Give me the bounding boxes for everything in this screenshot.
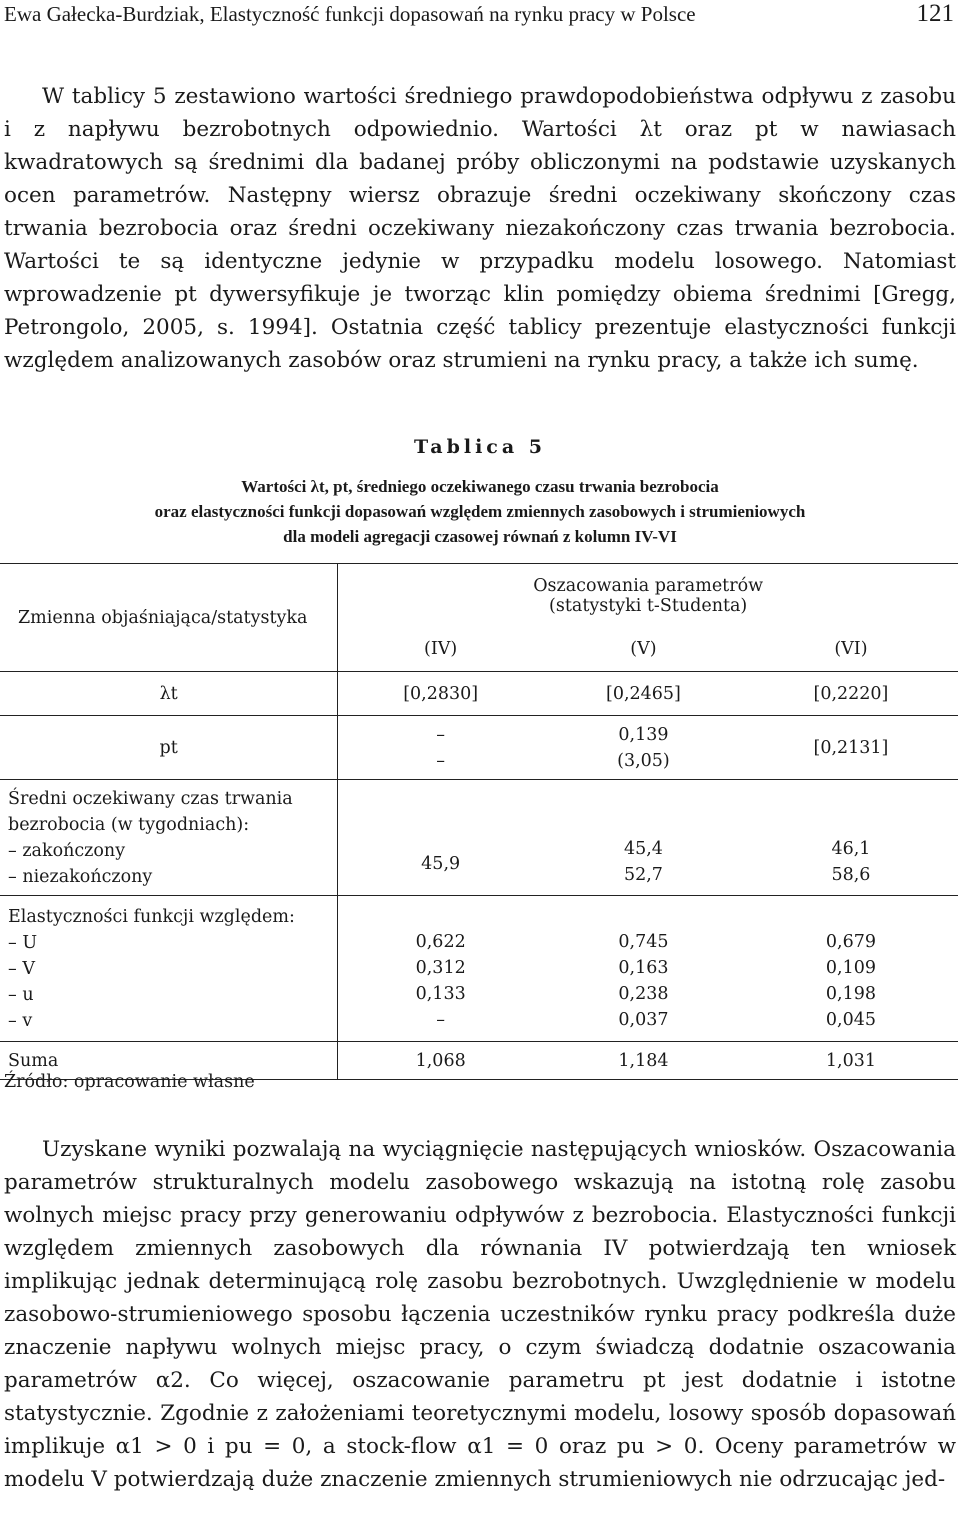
elasticity-v-value: 0,238 (618, 983, 669, 1004)
caption-line: Wartości λt, pt, średniego oczekiwanego czasu trwania bezrobocia (241, 477, 719, 496)
duration-v-line: 52,7 (623, 864, 663, 885)
paragraph-text: Uzyskane wyniki pozwalają na wyciągnięcie następujących wniosków. Oszacowania parametrów strukturalnych modelu zasobowego wskazują na istotną rolę zasobu wolnych miejsc pracy przy generowaniu odpływów z bezrobocia. Elastyczności funkcji względem zmiennych zasobowych dla równania IV potwierdzają ten wniosek implikując jednak determinującą rolę zasobu bezrobotnych. Uwzględnienie w modelu zasobowo-strumieniowego sposobu łączenia uczestników rynku pracy podkreśla duże znaczenie napływu wolnych miejsc pracy, o czym świadczą dodatnie oszacowania parametrów α2. Co więcej, oszacowanie parametru pt jest dodatnie i istotne statystycznie. Zgodnie z założeniami teoretycznymi modelu, losowy sposób dopasowań implikuje α1 > 0 i pu = 0, a stock-flow α1 = 0 oraz pu > 0. Oceny parametrów w modelu V potwierdzają duże znaczenie zmiennych strumieniowych nie odrzucając jed- (4, 1137, 956, 1492)
paragraph-text: W tablicy 5 zestawiono wartości średniego prawdopodobieństwa odpływu z zasobu i z napływu bezrobotnych odpowiednio. Wartości λt oraz pt w nawiasach kwadratowych są średnimi dla badanej próby obliczonymi na podstawie uzyskanych ocen parametrów. Następny wiersz obrazuje średni oczekiwany skończony czas trwania bezrobocia oraz średni oczekiwany niezakończony czas trwania bezrobocia. Wartości te są identyczne jedynie w przypadku modelu losowego. Natomiast wprowadzenie pt dywersyfikuje je tworząc klin pomiędzy obiema średnimi [Gregg, Petrongolo, 2005, s. 1994]. Ostatnia część tablicy prezentuje elastyczności funkcji względem analizowanych zasobów oraz strumieni na rynku pracy, a także ich sumę. (4, 84, 956, 373)
duration-vi-line: 46,1 (831, 838, 871, 859)
results-table (0, 563, 960, 1071)
elasticity-iv-value: 0,133 (415, 983, 466, 1004)
elasticity-v-value: 0,745 (618, 931, 669, 952)
duration-v (543, 780, 744, 896)
col-header-vi: (VI) (744, 628, 958, 672)
elasticity-label-line: – v (8, 1010, 33, 1031)
table-source: Źródło: opracowanie własne (4, 1072, 255, 1092)
paragraph-intro (4, 80, 956, 377)
elasticity-label-line: Elastyczności funkcji względem: (8, 906, 295, 927)
elasticity-vi-value: 0,045 (825, 1009, 876, 1030)
sum-iv: 1,068 (338, 1042, 543, 1080)
p-v-line: (3,05) (617, 750, 670, 771)
elasticity-v-value: 0,037 (618, 1009, 669, 1030)
elasticity-label-line: – V (8, 958, 35, 979)
duration-label-line: – zakończony (8, 840, 126, 861)
lambda-iv: [0,2830] (338, 672, 543, 716)
elasticity-iv-value: – (436, 1009, 446, 1030)
table-label: Tablica 5 (413, 436, 547, 458)
duration-iv: 45,9 (338, 780, 543, 896)
elasticity-v-value: 0,163 (618, 957, 669, 978)
lambda-vi: [0,2220] (744, 672, 958, 716)
sum-vi: 1,031 (744, 1042, 958, 1080)
duration-vi-line: 58,6 (831, 864, 871, 885)
p-v (543, 716, 744, 780)
col-header-iv: (IV) (338, 628, 543, 672)
p-vi: [0,2131] (744, 716, 958, 780)
elasticity-label-line: – U (8, 932, 38, 953)
elasticity-v (543, 896, 744, 1042)
duration-label (0, 780, 338, 896)
elasticity-vi-value: 0,109 (825, 957, 876, 978)
group-header (338, 564, 958, 628)
page-number: 121 (916, 0, 954, 27)
duration-label-line: – niezakończony (8, 866, 153, 887)
duration-v-line: 45,4 (623, 838, 663, 859)
lambda-v: [0,2465] (543, 672, 744, 716)
duration-label-line: Średni oczekiwany czas trwania (8, 788, 293, 809)
sum-v: 1,184 (543, 1042, 744, 1080)
header-author-title: Ewa Gałecka-Burdziak, Elastyczność funkcji dopasowań na rynku pracy w Polsce (4, 2, 696, 26)
elasticity-vi-value: 0,198 (825, 983, 876, 1004)
paragraph-conclusions (4, 1133, 956, 1496)
caption-line: dla modeli agregacji czasowej równań z kolumn IV-VI (283, 527, 677, 546)
duration-vi (744, 780, 958, 896)
elasticity-vi-value: 0,679 (825, 931, 876, 952)
p-v-line: 0,139 (618, 724, 669, 745)
elasticity-label-line: – u (8, 984, 34, 1005)
elasticity-iv (338, 896, 543, 1042)
elasticity-iv-value: 0,622 (415, 931, 466, 952)
elasticity-vi (744, 896, 958, 1042)
table-caption (0, 474, 960, 549)
elasticity-iv-value: 0,312 (415, 957, 466, 978)
group-header-line: (statystyki t-Studenta) (549, 595, 748, 616)
caption-line: oraz elastyczności funkcji dopasowań względem zmiennych zasobowych i strumieniowych (154, 502, 806, 521)
p-label: pt (0, 716, 338, 780)
group-header-line: Oszacowania parametrów (533, 575, 764, 596)
p-iv (338, 716, 543, 780)
p-iv-line: – (436, 750, 446, 771)
duration-label-line: bezrobocia (w tygodniach): (8, 814, 250, 835)
running-header (4, 2, 954, 28)
col-header-v: (V) (543, 628, 744, 672)
lambda-label: λt (0, 672, 338, 716)
elasticity-label (0, 896, 338, 1042)
p-iv-line: – (436, 724, 446, 745)
col0-header: Zmienna objaśniająca/statystyka (0, 564, 338, 672)
sum-label: Suma (0, 1042, 338, 1080)
